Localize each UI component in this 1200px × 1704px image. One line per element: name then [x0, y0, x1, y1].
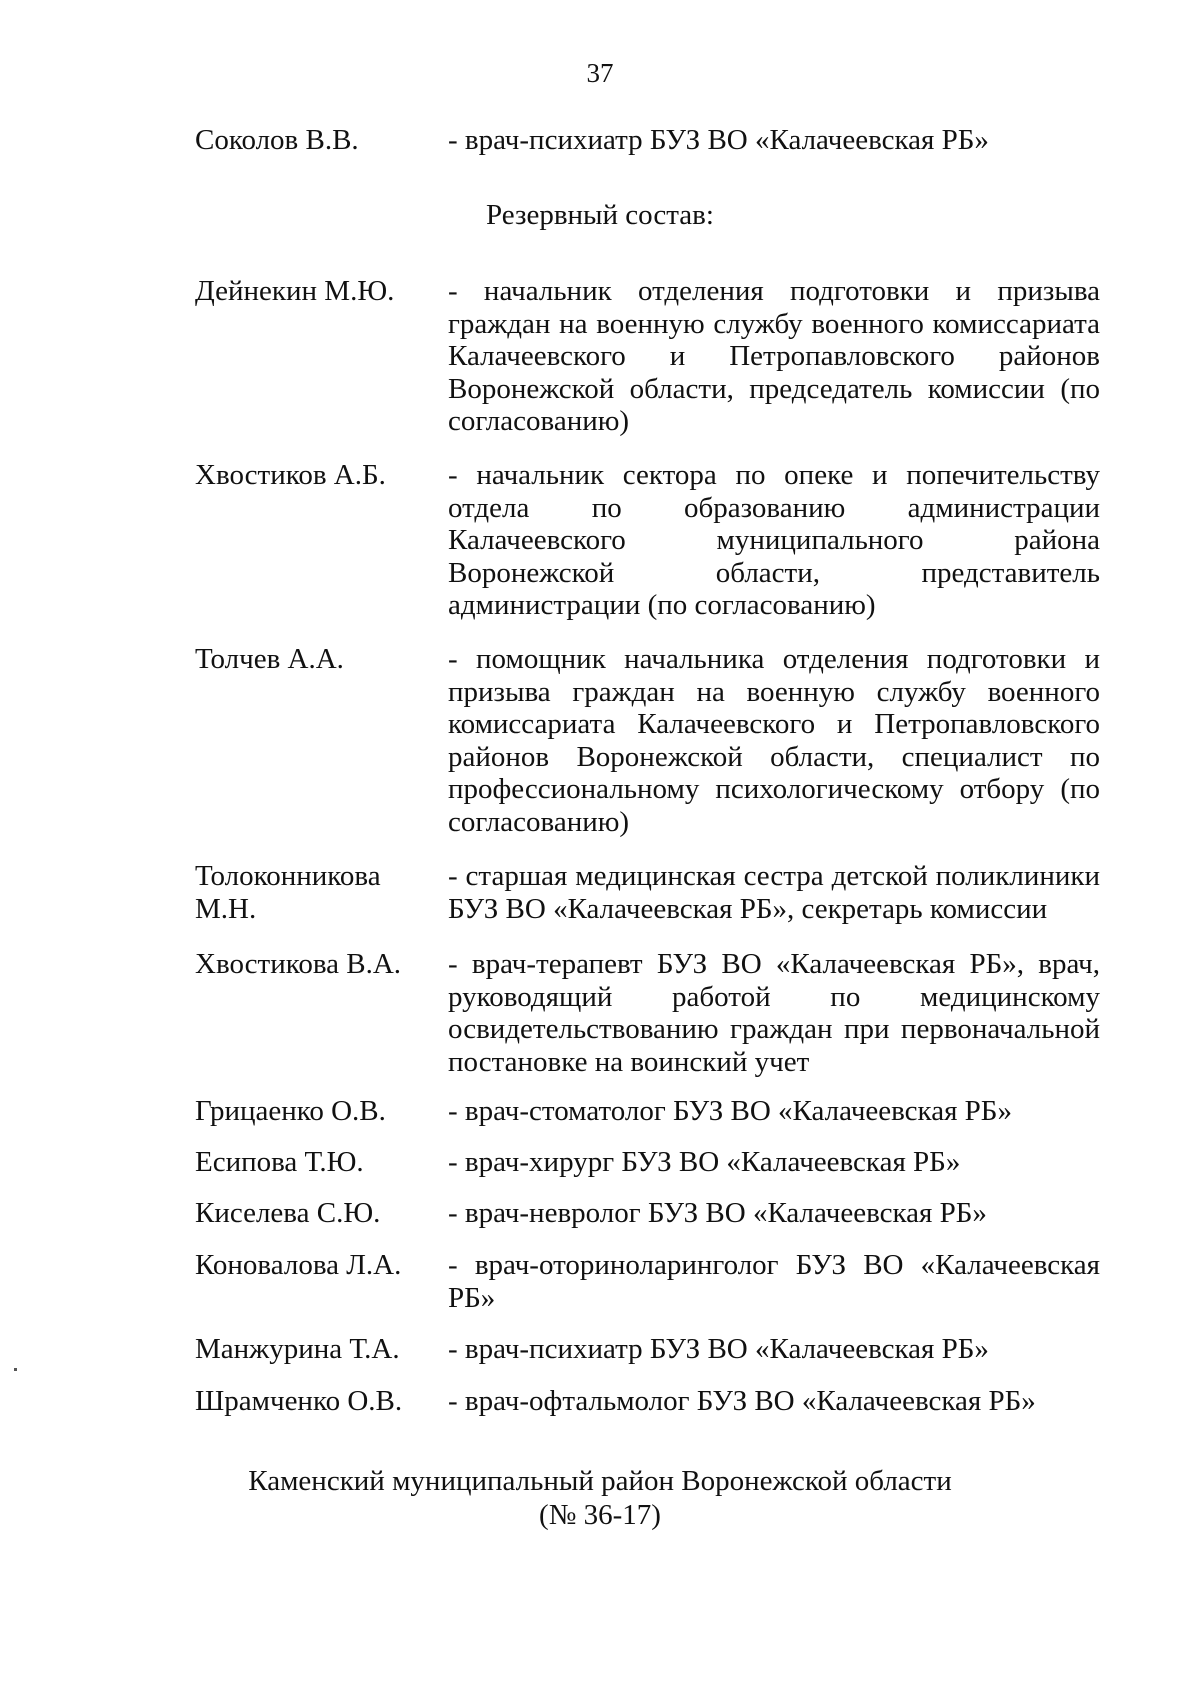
member-position: - врач-невролог БУЗ ВО «Калачеевская РБ»: [448, 1197, 987, 1229]
member-name: Коновалова Л.А.: [195, 1249, 402, 1281]
member-name: Есипова Т.Ю.: [195, 1146, 364, 1178]
scan-speck: [14, 1368, 17, 1371]
member-position: - врач-стоматолог БУЗ ВО «Калачеевская РБ»: [448, 1095, 1012, 1127]
member-position: - врач-терапевт БУЗ ВО «Калачеевская РБ», врач, руководящий работой по медицинскому освидетельствованию граждан при первоначальной постановке на воинский учет: [448, 948, 1100, 1078]
district-heading-title: Каменский муниципальный район Воронежской области: [248, 1465, 952, 1497]
district-heading-number: (№ 36-17): [539, 1499, 661, 1531]
member-position: - врач-психиатр БУЗ ВО «Калачеевская РБ»: [448, 1333, 989, 1365]
member-position: - врач-психиатр БУЗ ВО «Калачеевская РБ»: [448, 124, 989, 156]
member-position: - врач-оториноларинголог БУЗ ВО «Калачеевская РБ»: [448, 1249, 1100, 1314]
member-position: - старшая медицинская сестра детской поликлиники БУЗ ВО «Калачеевская РБ», секретарь комиссии: [448, 860, 1100, 925]
member-name: Хвостиков А.Б.: [195, 459, 386, 491]
member-position: - начальник сектора по опеке и попечительству отдела по образованию администрации Калачеевского муниципального района Воронежской области, представитель администрации (по согласованию): [448, 459, 1100, 621]
member-position: - врач-офтальмолог БУЗ ВО «Калачеевская РБ»: [448, 1385, 1036, 1417]
member-position: - врач-хирург БУЗ ВО «Калачеевская РБ»: [448, 1146, 961, 1178]
member-name: Толоконникова М.Н.: [195, 860, 381, 925]
member-position: - начальник отделения подготовки и призыва граждан на военную службу военного комиссариата Калачеевского и Петропавловского районов Воронежской области, председатель комиссии (по согласованию): [448, 275, 1100, 437]
member-name: Толчев А.А.: [195, 643, 344, 675]
district-heading: [0, 1464, 1200, 1532]
member-name: Хвостикова В.А.: [195, 948, 402, 980]
member-position: - помощник начальника отделения подготовки и призыва граждан на военную службу военного комиссариата Калачеевского и Петропавловского районов Воронежской области, специалист по профессиональному психологическому отбору (по согласованию): [448, 643, 1100, 838]
page-number: 37: [586, 58, 614, 88]
reserve-heading: Резервный состав:: [486, 199, 714, 231]
member-name: Киселева С.Ю.: [195, 1197, 381, 1229]
member-name: Манжурина Т.А.: [195, 1333, 400, 1365]
member-name: Дейнекин М.Ю.: [195, 275, 395, 307]
member-name: Шрамченко О.В.: [195, 1385, 403, 1417]
member-name: Соколов В.В.: [195, 124, 359, 156]
member-name: Грицаенко О.В.: [195, 1095, 386, 1127]
